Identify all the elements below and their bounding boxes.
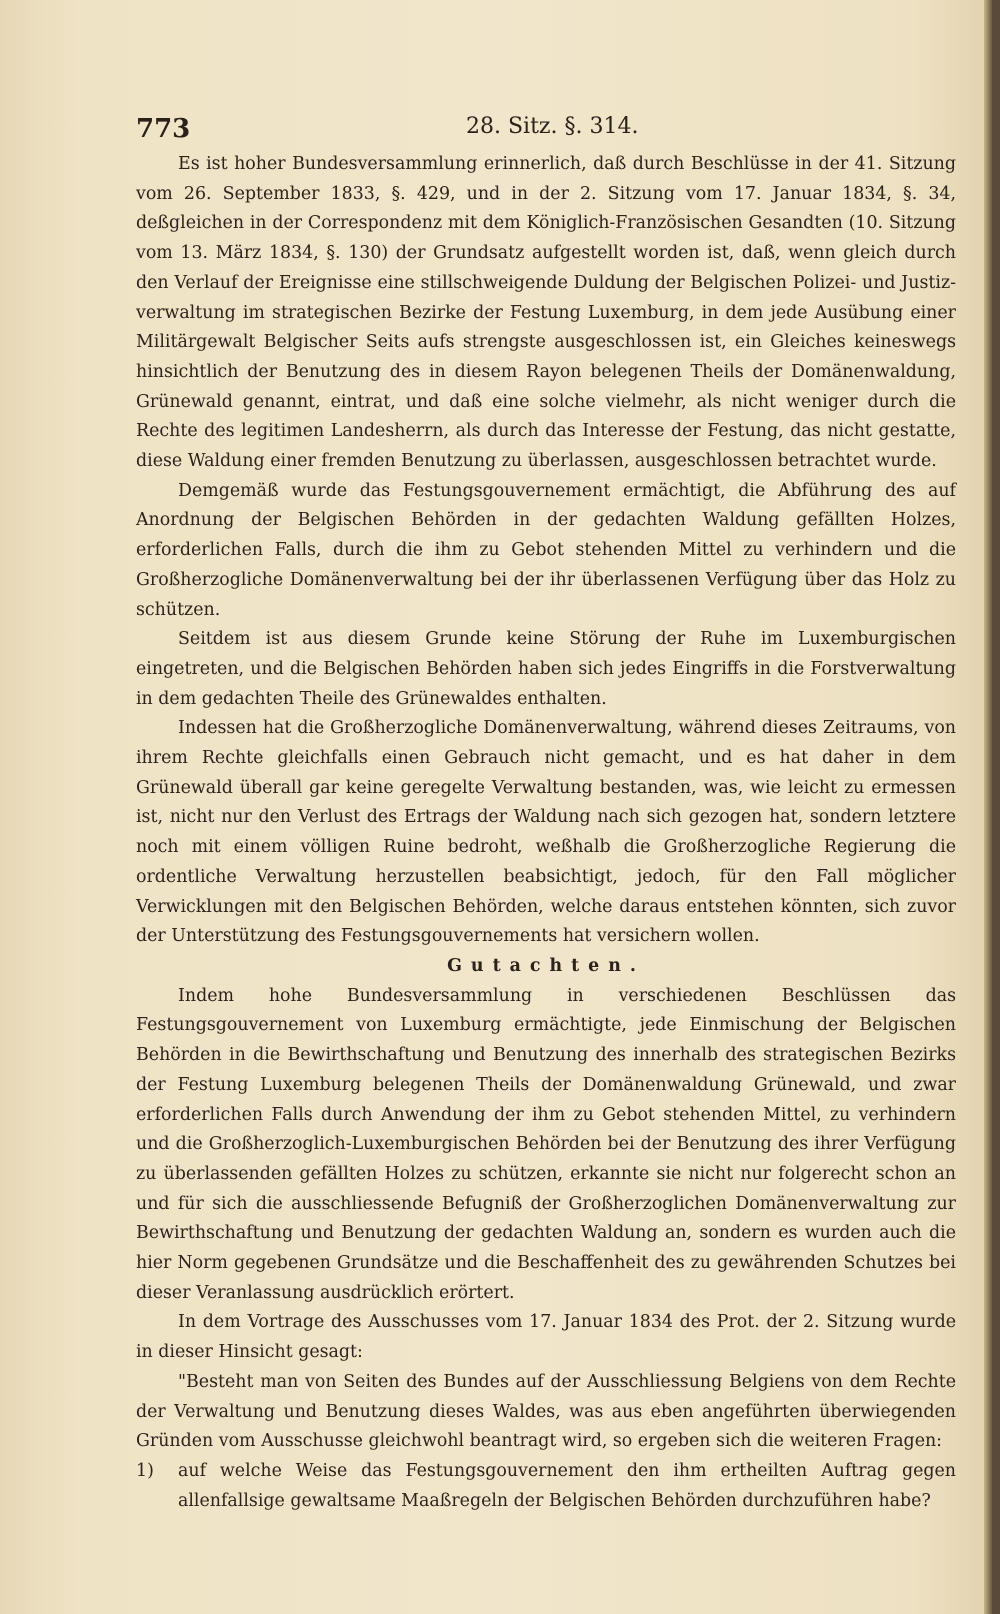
paragraph: Demgemäß wurde das Festungsgouvernement ermächtigt, die Abführung des auf Anordnung der Belgischen Behörden in der gedachten Waldung gefällten Holzes, erforderlichen Falls, durch die ihm zu Gebot stehenden Mittel zu verhindern und die Großherzogliche Domänenverwaltung bei der ihr überlassenen Verfügung über das Holz zu schützen. bbox=[136, 480, 956, 620]
list-item bbox=[136, 1457, 956, 1516]
page-body bbox=[136, 150, 956, 1516]
page-number: 773 bbox=[136, 114, 191, 144]
paragraph: Seitdem ist aus diesem Grunde keine Störung der Ruhe im Luxemburgischen eingetreten, und die Belgischen Behörden haben sich jedes Eingriffs in die Forstverwaltung in dem gedachten Theile des Grünewaldes enthalten. bbox=[136, 629, 956, 709]
paragraph: In dem Vortrage des Ausschusses vom 17. Januar 1834 des Prot. der 2. Sitzung wurde in dieser Hinsicht gesagt: bbox=[136, 1312, 956, 1363]
quoted-paragraph: "Besteht man von Seiten des Bundes auf der Ausschliessung Belgiens von dem Rechte der Verwaltung und Benutzung dieses Waldes, was aus eben angeführten überwiegenden Gründen vom Ausschusse gleichwohl beantragt wird, so ergeben sich die weiteren Fragen: bbox=[136, 1371, 956, 1452]
list-item-text: auf welche Weise das Festungsgouvernement den ihm ertheilten Auftrag gegen allenfallsige gewaltsame Maaßregeln der Belgischen Behörden durchzuführen habe? bbox=[178, 1460, 956, 1511]
paragraph: Indessen hat die Großherzogliche Domänenverwaltung, während dieses Zeitraums, von ihrem Rechte gleichfalls einen Gebrauch nicht gemacht, und es hat daher in dem Grünewald überall gar keine geregelte Verwaltung bestanden, was, wie leicht zu ermessen ist, nicht nur den Verlust des Ertrags der Waldung nach sich gezogen hat, sondern letztere noch mit einem völligen Ruine bedroht, weßhalb die Großherzogliche Regierung die ordentliche Verwaltung herzustellen beabsichtigt, jedoch, für den Fall möglicher Verwicklungen mit den Belgischen Behörden, welche daraus entstehen könnten, sich zuvor der Unterstützung des Festungsgouvernements hat versichern wollen. bbox=[136, 718, 956, 947]
section-heading: Gutachten. bbox=[447, 955, 645, 976]
list-item-number: 1) bbox=[136, 1460, 154, 1481]
running-title: 28. Sitz. §. 314. bbox=[466, 114, 639, 139]
page-edge bbox=[984, 0, 992, 1614]
paragraph: Es ist hoher Bundesversammlung erinnerlich, daß durch Beschlüsse in der 41. Sitzung vom 26. September 1833, §. 429, und in der 2. Sitzung vom 17. Januar 1834, §. 34, deßgleichen in der Correspondenz mit dem Königlich-Französischen Gesandten (10. Sitzung vom 13. März 1834, §. 130) der Grundsatz aufgestellt worden ist, daß, wenn gleich durch den Verlauf der Ereignisse eine stillschweigende Duldung der Belgischen Polizei- und Justiz-verwaltung im strategischen Bezirke der Festung Luxemburg, in dem jede Ausübung einer Militärgewalt Belgischer Seits aufs strengste ausgeschlossen ist, ein Gleiches keineswegs hinsichtlich der Benutzung des in diesem Rayon belegenen Theils der Domänenwaldung, Grünewald genannt, eintrat, und daß eine solche vielmehr, als nicht weniger durch die Rechte des legitimen Landesherrn, als durch das Interesse der Festung, das nicht gestatte, diese Waldung einer fremden Benutzung zu überlassen, ausgeschlossen betrachtet wurde. bbox=[136, 154, 956, 472]
paragraph: Indem hohe Bundesversammlung in verschiedenen Beschlüssen das Festungsgouvernement von Luxemburg ermächtigte, jede Einmischung der Belgischen Behörden in die Bewirthschaftung und Benutzung des innerhalb des strategischen Bezirks der Festung Luxemburg belegenen Theils der Domänenwaldung Grünewald, und zwar erforderlichen Falls durch Anwendung der ihm zu Gebot stehenden Mittel, zu verhindern und die Großherzoglich-Luxemburgischen Behörden bei der Benutzung des ihrer Verfügung zu überlassenden gefällten Holzes zu schützen, erkannte sie nicht nur folgerecht schon an und für sich die ausschliessende Befugniß der Großherzoglichen Domänenverwaltung zur Bewirthschaftung und Benutzung der gedachten Waldung an, sondern es wurden auch die hier Norm gegebenen Grundsätze und die Beschaffenheit des zu gewährenden Schutzes bei dieser Veranlassung ausdrücklich erörtert. bbox=[136, 985, 956, 1303]
page-header bbox=[136, 108, 956, 148]
